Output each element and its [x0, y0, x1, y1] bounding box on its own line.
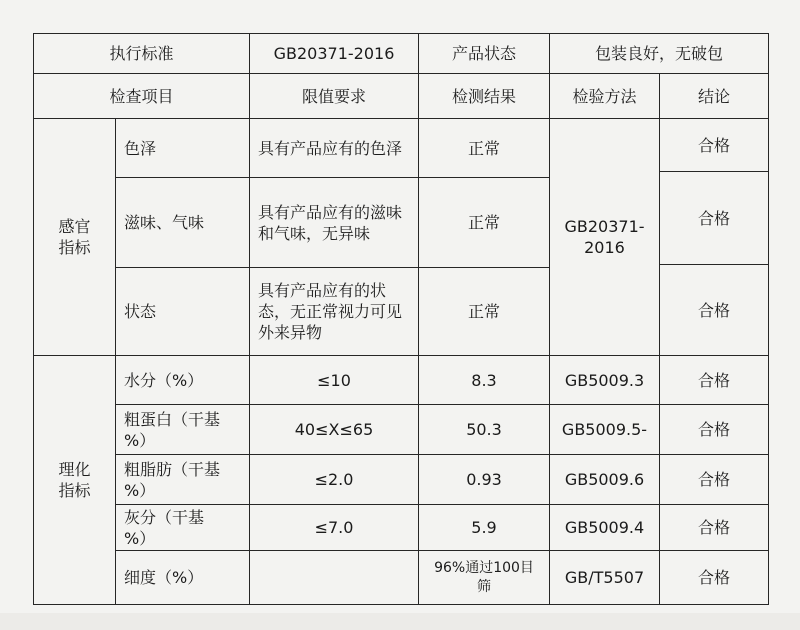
physchem-item-conclusion: 合格	[659, 550, 769, 605]
physchem-item-name: 粗脂肪（干基 %）	[115, 454, 250, 505]
sensory-item-limit: 具有产品应有的状 态，无正常视力可见 外来异物	[249, 267, 419, 356]
physchem-item-method: GB5009.6	[549, 454, 660, 505]
sensory-item-conclusion: 合格	[659, 264, 769, 356]
product-state-value: 包装良好，无破包	[549, 33, 769, 74]
sensory-item-name: 状态	[115, 267, 250, 356]
header-item: 检查项目	[33, 73, 250, 119]
physchem-item-name: 粗蛋白（干基 %）	[115, 404, 250, 455]
sensory-item-result: 正常	[418, 177, 550, 268]
physchem-item-name: 灰分（干基 %）	[115, 504, 250, 551]
physchem-item-limit: 40≤X≤65	[249, 404, 419, 455]
physchem-item-limit	[249, 550, 419, 605]
sensory-item-conclusion: 合格	[659, 171, 769, 265]
sensory-item-result: 正常	[418, 118, 550, 178]
physchem-item-method: GB5009.5-	[549, 404, 660, 455]
sensory-item-name: 滋味、气味	[115, 177, 250, 268]
physchem-item-conclusion: 合格	[659, 504, 769, 551]
header-limit: 限值要求	[249, 73, 419, 119]
physchem-item-result: 5.9	[418, 504, 550, 551]
sensory-item-result: 正常	[418, 267, 550, 356]
header-conclusion: 结论	[659, 73, 769, 119]
physchem-item-limit: ≤7.0	[249, 504, 419, 551]
sensory-method: GB20371- 2016	[549, 118, 660, 356]
header-result: 检测结果	[418, 73, 550, 119]
physchem-item-method: GB5009.4	[549, 504, 660, 551]
physchem-item-limit: ≤2.0	[249, 454, 419, 505]
physchem-item-result: 96%通过100目 筛	[418, 550, 550, 605]
physchem-item-method: GB5009.3	[549, 355, 660, 405]
header-method: 检验方法	[549, 73, 660, 119]
page-bottom-edge	[0, 613, 800, 630]
standard-label: 执行标准	[33, 33, 250, 74]
physchem-item-limit: ≤10	[249, 355, 419, 405]
sensory-item-name: 色泽	[115, 118, 250, 178]
sensory-group-label: 感官 指标	[33, 118, 116, 356]
physchem-item-conclusion: 合格	[659, 404, 769, 455]
physchem-item-result: 8.3	[418, 355, 550, 405]
sensory-item-limit: 具有产品应有的滋味 和气味，无异味	[249, 177, 419, 268]
physchem-item-result: 50.3	[418, 404, 550, 455]
physchem-item-method: GB/T5507	[549, 550, 660, 605]
physchem-group-label: 理化 指标	[33, 355, 116, 605]
physchem-item-conclusion: 合格	[659, 355, 769, 405]
physchem-item-result: 0.93	[418, 454, 550, 505]
physchem-item-name: 水分（%）	[115, 355, 250, 405]
physchem-item-conclusion: 合格	[659, 454, 769, 505]
standard-value: GB20371-2016	[249, 33, 419, 74]
sensory-item-limit: 具有产品应有的色泽	[249, 118, 419, 178]
physchem-item-name: 细度（%）	[115, 550, 250, 605]
product-state-label: 产品状态	[418, 33, 550, 74]
sensory-item-conclusion: 合格	[659, 118, 769, 172]
